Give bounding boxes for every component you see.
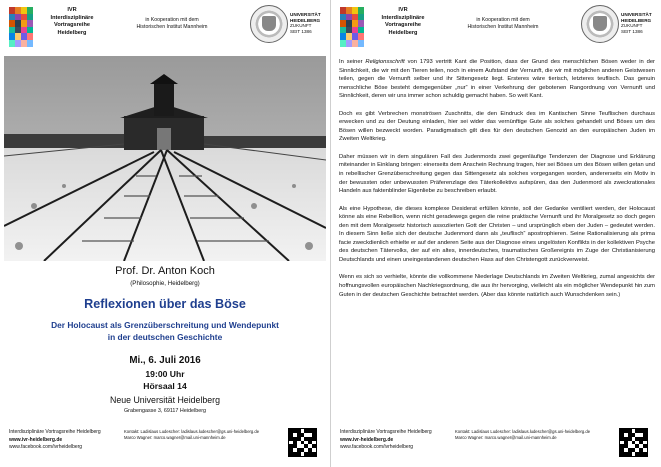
event-venue: Neue Universität Heidelberg [109,395,221,405]
ivr-mosaic-logo-icon [340,7,364,47]
mosaic-tile [27,7,33,14]
mosaic-tile [27,33,33,40]
uni-line: UNIVERSITÄT [290,12,321,17]
mosaic-tile [358,33,364,40]
footer-facebook-link[interactable]: www.facebook.com/ivrheidelberg [9,444,83,451]
mosaic-tile [27,20,33,27]
university-seal-icon [250,5,288,43]
ivr-line: Heidelberg [57,29,87,36]
lecture-title: Reflexionen über das Böse [84,297,246,311]
mosaic-tile [27,14,33,21]
ivr-mosaic-logo-icon [9,7,33,47]
footer-contact [124,429,274,442]
mosaic-tile [358,27,364,34]
event-date: Mi., 6. Juli 2016 [129,355,201,366]
footer [0,424,330,467]
cooperation-note [122,17,222,31]
uni-line: HEIDELBERG [621,17,652,23]
mosaic-tile [27,40,33,47]
ivr-line: Vortragsreihe [54,22,90,29]
contact-line: Kontakt: Ladislaus Ludescher: ladislaus.ludescher@gs.uni-heidelberg.de [124,429,260,434]
speaker-name: Prof. Dr. Anton Koch [115,265,215,277]
ivr-label [40,7,104,37]
footer-org-name: Interdisziplinäre Vortragsreihe Heidelberg [9,429,101,435]
qr-code-icon[interactable] [619,428,648,457]
mosaic-tile [358,40,364,47]
subtitle-line: Der Holocaust als Grenzüberschreitung und Wendepunkt [51,320,279,330]
mosaic-tile [358,14,364,21]
ivr-label [371,7,435,37]
paragraph-4: Als eine Hypothese, die dieses komplexe Desiderat erfüllen könnte, soll der Gedanke ventiliert werden, der Holocaust könne als eine Rebellion, wenn nicht geradewegs gegen die reine praktische Vernunft und ihr Moralgesetz so doch gegen den mit dem Moralgesetz historisch assoziierten Gott der Christen – und ursprünglich eben der Juden – gedeutet werden. In diesem Sinn ließe sich der deutsche Judenmord dann als „teuflisch“ apostrophieren. Seine Rationalisierung als prima facie zweckdienlich erhielte er auf der anderen Seite aus der Diagnose eines ungelösten Konflikts in der kollektiven Psyche des deutschen Tätervolks, der auf ein altes, innerdeutsches, traumatisches Großereignis im Zuge der Christianisierung Deutschlands und einen uneingestandenen deutschen Hass auf den Christengott zurückverweist. [339,205,655,263]
poster-back [331,0,661,467]
ivr-line: Vortragsreihe [385,22,421,29]
header [0,0,330,56]
footer [331,424,661,467]
footer-org [9,429,121,452]
footer-website-link[interactable]: www.ivr-heidelberg.de [340,436,394,443]
uni-line: ZUKUNFT [621,23,643,29]
uni-line: HEIDELBERG [290,17,321,23]
uni-line: ZUKUNFT [290,23,312,29]
footer-org [340,429,452,452]
lecture-subtitle [20,319,310,343]
uni-line: SEIT 1386 [621,28,643,34]
qr-module [643,452,647,456]
uni-line: SEIT 1386 [290,28,312,34]
abstract-text [339,58,655,308]
mosaic-tile [27,27,33,34]
header [331,0,661,56]
text-emphasis: Religionsschrift [365,59,405,65]
subtitle-line: in der deutschen Geschichte [107,332,223,342]
speaker-affiliation: (Philosophie, Heidelberg) [130,280,200,287]
uni-line: UNIVERSITÄT [621,12,652,17]
coop-line: Historischen Institut Mannheim [467,24,539,30]
contact-line: Kontakt: Ladislaus Ludescher: ladislaus.ludescher@gs.uni-heidelberg.de [455,429,591,434]
university-label [290,12,328,34]
event-time: 19:00 Uhr [145,369,185,379]
mosaic-tile [358,20,364,27]
contact-line: Marco Wagner: marco.wagner@mail.uni-mannheim.de [124,435,226,441]
coop-line: in Kooperation mit dem [476,17,530,23]
ivr-line: Interdisziplinäre [50,14,94,21]
paragraph-5: Wenn es sich so verhielte, könnte die vollkommene Niederlage Deutschlands im Zweiten Weltkrieg, zumal angesichts der hoffnungsvollen europäischen Nachkriegsordnung, die aus ihr hervorging, vielleicht als ein möglicher Wendepunkt hin zum Guten in der deutschen Geschichte betrachtet werden. (Aber das könnte natürlich auch Wunschdenken sein.) [339,274,655,298]
university-seal-icon [581,5,619,43]
university-label [621,12,659,34]
text-span: von 1793 vertritt Kant die Position, dass der Grund des menschlichen Bösen weder in der Sinnlichkeit, die wir mit den Tieren teilen, noch in einem Aufstand der Vernunft, die wir mit möglichen anderen Geistwesen teilen, gegen die Vernunft selber und ihr Sittengesetz liegt. Ersteres wäre tierisch, letzteres teuflisch. Das genuin menschliche Böse besteht demgegenüber „nur“ in einer Verkehrung der gebotenen Rangordnung von Vernunft und Sinnlichkeit, deren wir uns immer schon schuldig gemacht haben. So weit Kant. [339,59,655,100]
footer-facebook-link[interactable]: www.facebook.com/ivrheidelberg [340,444,414,451]
ivr-line: Heidelberg [388,29,418,36]
cooperation-note [453,17,553,31]
qr-module [312,452,316,456]
coop-line: in Kooperation mit dem [145,17,199,23]
footer-org-name: Interdisziplinäre Vortragsreihe Heidelberg [340,429,432,435]
auschwitz-gate-photo [4,56,326,261]
ivr-line: Interdisziplinäre [381,14,425,21]
footer-contact [455,429,605,442]
mosaic-tile [358,7,364,14]
paragraph-2: Doch es gibt Verbrechen monströsen Zuschnitts, die den Eindruck des im Kantischen Sinne Teuflischen durchaus erwecken und zu der Deutung einladen, hier sei wider das vernünftige Gute als solches gehandelt und Böses um des Bösen willen bezweckt worden. Paradigmatisch gilt dies für den deutschen Genozid an den europäischen Juden im Zweiten Weltkrieg. [339,110,655,143]
text-span: In seiner [339,59,366,65]
ivr-line: IVR [67,7,77,13]
footer-website-link[interactable]: www.ivr-heidelberg.de [9,436,63,443]
paragraph-3: Daher müssen wir in dem singulären Fall des Judenmords zwei gegenläufige Tendenzen der Diagnose und Erklärung miteinander in Einklang bringen: einerseits dem Anschein Rechnung tragen, hier sei Böses um des Bösen willen getan und in rebellischer Grenzüberschreitung gegen das Sittengesetz als solches vorgegangen worden, andererseits ein Motiv in der bewussten oder unbewussten Präferenzlage des Täterkollektivs aufspüren, das den Judenmord als zweckrationales Handeln aus faktenblinder Eigenliebe zu beschreiben erlaubt. [339,153,655,195]
contact-line: Marco Wagner: marco.wagner@mail.uni-mannheim.de [455,435,557,441]
paragraph-1 [339,58,655,101]
coop-line: Historischen Institut Mannheim [136,24,208,30]
qr-code-icon[interactable] [288,428,317,457]
event-address: Grabengasse 3, 69117 Heidelberg [123,408,206,414]
ivr-line: IVR [398,7,408,13]
event-room: Hörsaal 14 [143,381,187,391]
